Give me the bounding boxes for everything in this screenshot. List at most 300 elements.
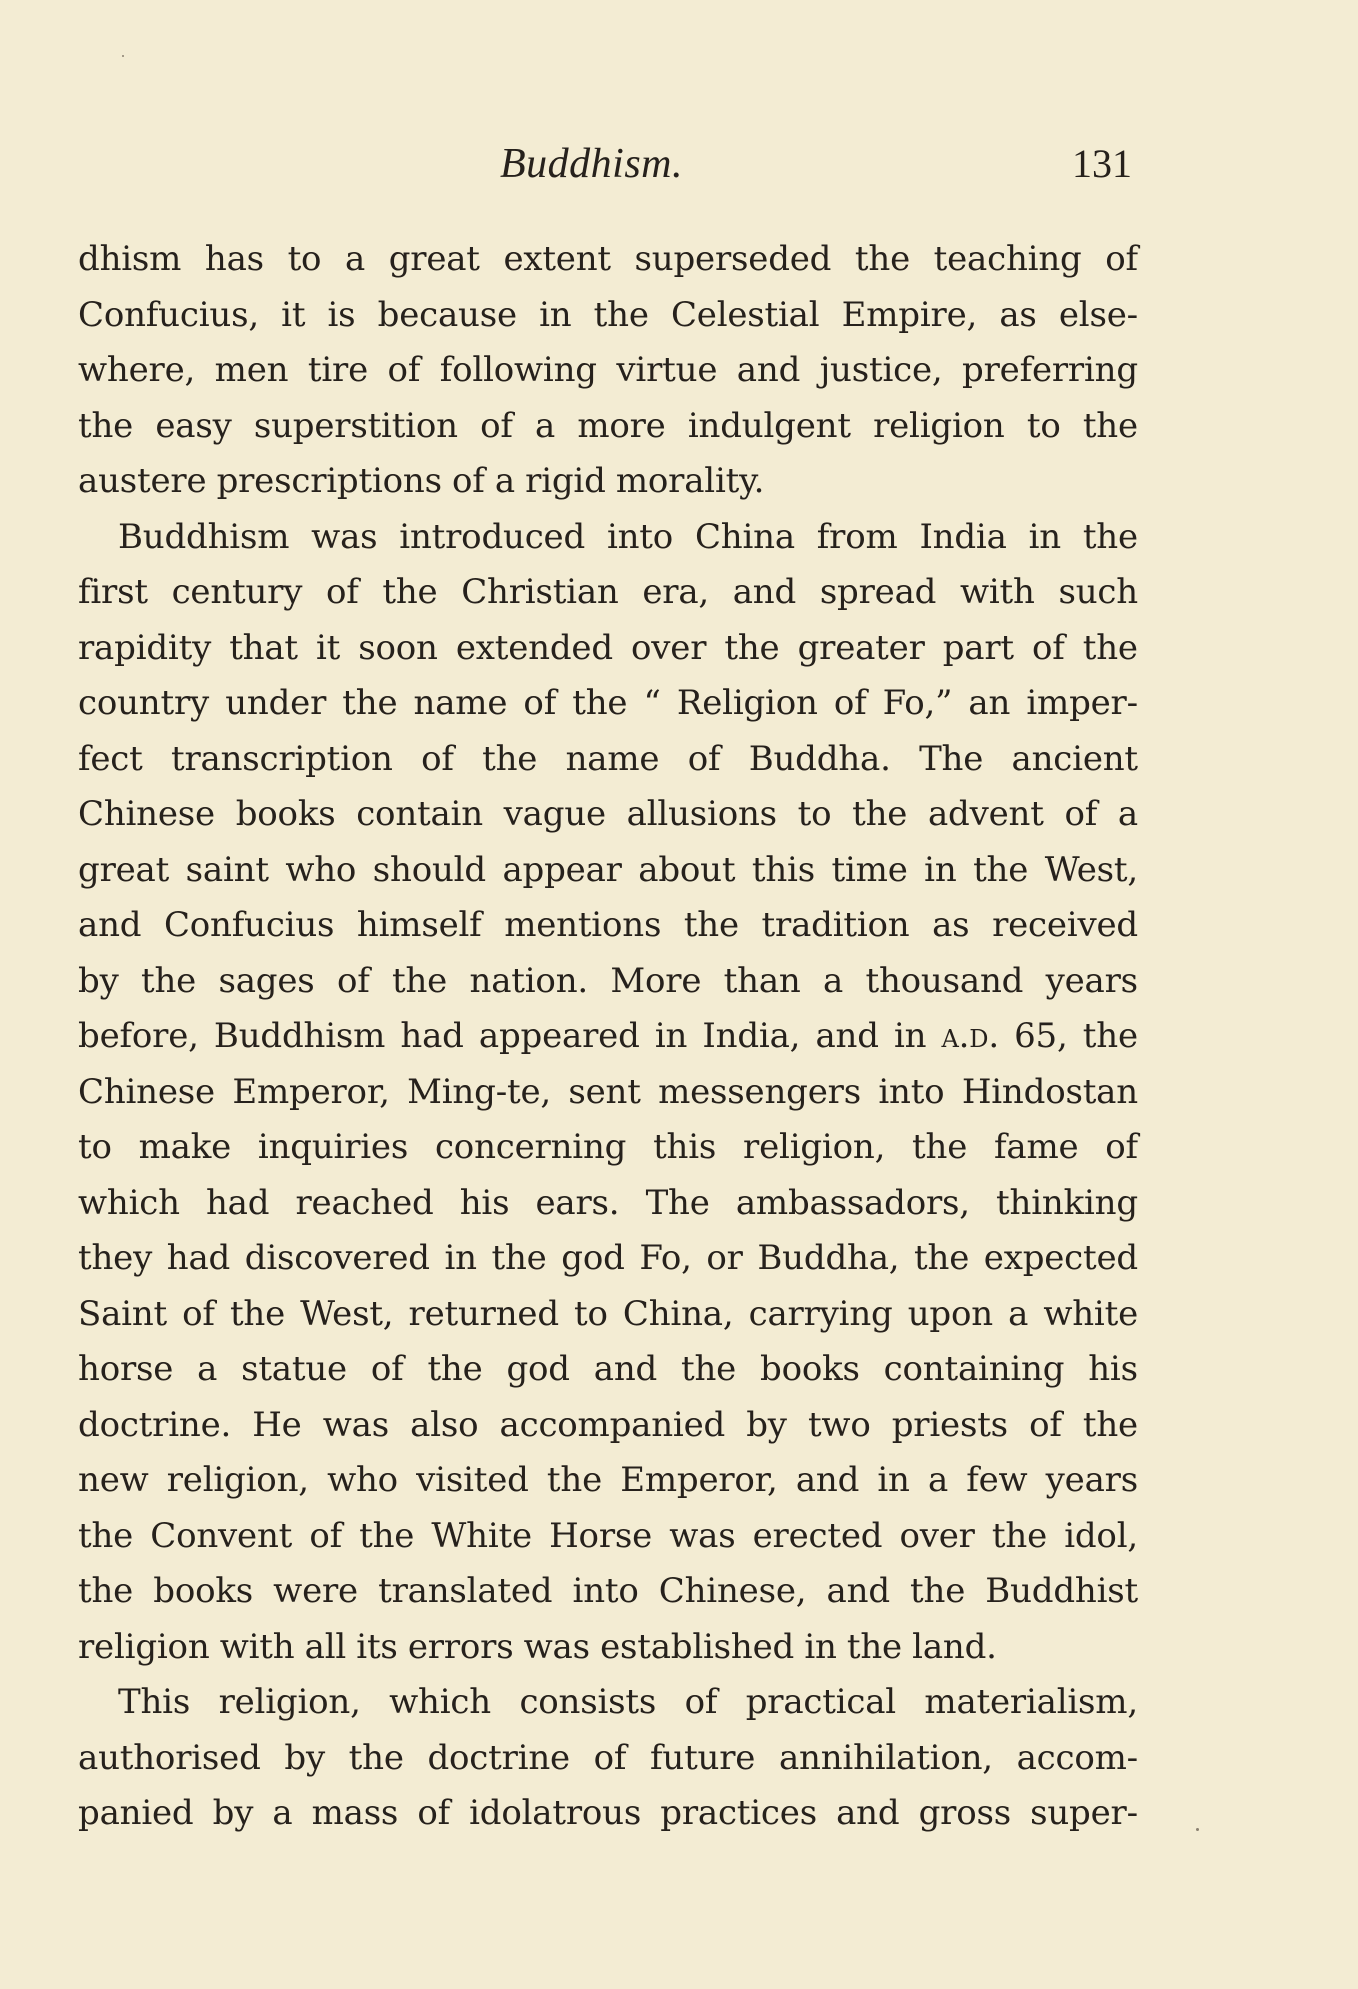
word: where,	[78, 350, 196, 390]
word: thousand	[865, 960, 1024, 1001]
text-line	[78, 1564, 1138, 1620]
word: in	[804, 1626, 837, 1667]
word: it	[316, 627, 341, 668]
word: which	[389, 1682, 491, 1722]
word: Confucius	[163, 905, 335, 945]
word: the	[229, 1293, 286, 1334]
word: and	[815, 1016, 879, 1056]
word: to	[78, 1127, 112, 1167]
word: of	[452, 461, 485, 501]
word: extended	[455, 627, 613, 668]
word: the	[1082, 627, 1138, 668]
word: of	[687, 738, 721, 779]
word: of	[370, 1349, 404, 1389]
word: He	[252, 1404, 302, 1445]
word: that	[229, 627, 298, 668]
word: else-	[1058, 294, 1138, 335]
word: of	[325, 572, 359, 612]
word: vague	[503, 794, 606, 834]
word: is	[327, 294, 356, 335]
word: returned	[408, 1293, 559, 1334]
word: of	[182, 1293, 215, 1334]
word: Buddha.	[748, 738, 891, 779]
word: which	[78, 1182, 180, 1223]
word: authorised	[78, 1737, 261, 1778]
text-line	[78, 454, 1138, 510]
word: Chinese	[78, 1071, 215, 1112]
text-line	[78, 1620, 1138, 1676]
word: to	[287, 239, 322, 279]
word: a	[1008, 1293, 1029, 1334]
word: great	[388, 239, 480, 279]
word: of	[336, 960, 370, 1001]
word: years	[1045, 1460, 1138, 1500]
text-line	[78, 1176, 1138, 1232]
word: in	[1028, 516, 1061, 557]
word: visited	[416, 1460, 529, 1500]
word: Confucius,	[78, 294, 259, 335]
word: discovered	[244, 1238, 430, 1278]
word: China	[694, 516, 795, 557]
word: inquiries	[257, 1127, 409, 1167]
word: sent	[568, 1071, 641, 1112]
word: contain	[356, 794, 483, 834]
text-line	[78, 399, 1138, 455]
word: ears.	[535, 1182, 620, 1223]
word: advent	[927, 794, 1044, 834]
word: was	[322, 1404, 389, 1445]
word: such	[1058, 572, 1138, 612]
word: by	[746, 1404, 787, 1445]
word: reached	[295, 1182, 434, 1223]
word: his	[1088, 1349, 1138, 1389]
word: rigid	[525, 461, 606, 501]
word: century	[171, 572, 303, 612]
word: by	[78, 960, 119, 1001]
word: Religion	[676, 683, 818, 723]
word: This	[118, 1682, 191, 1722]
word: received	[992, 905, 1138, 945]
word: Empire,	[841, 294, 978, 335]
word: was	[311, 516, 378, 557]
word: the	[482, 738, 538, 779]
text-line	[78, 1731, 1138, 1787]
word: to	[797, 794, 832, 834]
word: and	[826, 1571, 890, 1611]
text-line	[78, 343, 1138, 399]
word: errors	[407, 1626, 514, 1667]
word: to	[574, 1293, 608, 1334]
word: Fo,	[639, 1238, 692, 1278]
word: superseded	[634, 239, 832, 279]
word: time	[831, 849, 908, 890]
word: part	[942, 627, 1014, 668]
word: with	[959, 572, 1035, 612]
word: practical	[745, 1682, 896, 1722]
word: Celestial	[670, 294, 820, 335]
word: with	[219, 1626, 295, 1667]
text-line	[78, 1287, 1138, 1343]
word: Hindostan	[961, 1071, 1138, 1112]
word: as	[999, 294, 1037, 335]
word: the	[491, 1238, 547, 1278]
word: the	[683, 905, 739, 945]
word: and	[836, 1793, 900, 1833]
text-line	[78, 1231, 1138, 1287]
word: country	[78, 683, 210, 723]
word: a	[494, 461, 515, 501]
word: of	[1064, 794, 1098, 834]
word: books	[760, 1349, 860, 1389]
word: consists	[519, 1682, 657, 1722]
text-line	[78, 1398, 1138, 1454]
word: Horse	[549, 1515, 653, 1556]
word: indulgent	[687, 405, 851, 446]
text-line	[78, 1453, 1138, 1509]
text-line	[78, 787, 1138, 843]
paper-speck	[1196, 1828, 1199, 1831]
word: More	[610, 960, 702, 1001]
word: years	[1045, 960, 1138, 1001]
word: super-	[1030, 1793, 1138, 1833]
page-number: 131	[1072, 141, 1132, 186]
word: Fo,”	[882, 683, 953, 723]
word: books	[235, 794, 336, 834]
text-line	[78, 898, 1138, 954]
word: also	[410, 1404, 479, 1445]
word: greater	[797, 627, 925, 668]
word: the	[991, 1515, 1048, 1556]
word: Ming-te,	[407, 1071, 551, 1112]
word: annihilation,	[778, 1737, 993, 1778]
word: had	[400, 1016, 464, 1056]
word: era,	[642, 572, 709, 612]
word: new	[78, 1460, 149, 1500]
word: and	[732, 572, 797, 612]
word: the	[546, 1460, 603, 1500]
word: by	[284, 1737, 325, 1778]
word: the	[78, 1515, 134, 1556]
word: mentions	[504, 905, 662, 945]
word: the	[342, 683, 398, 723]
word: white	[1043, 1293, 1138, 1334]
word: doctrine.	[78, 1404, 232, 1445]
word: of	[1105, 1127, 1138, 1167]
word: messengers	[658, 1071, 861, 1112]
word: priests	[891, 1404, 1008, 1445]
word: into	[606, 516, 674, 557]
word: Emperor,	[620, 1460, 778, 1500]
word: morality.	[615, 461, 765, 501]
word: under	[225, 683, 327, 723]
word: appear	[502, 849, 622, 890]
word: of	[833, 683, 867, 723]
word: of	[593, 1737, 627, 1778]
word: fect	[78, 738, 143, 779]
word: of	[684, 1682, 718, 1722]
word: in	[444, 1238, 477, 1278]
word: tire	[307, 350, 368, 390]
word: containing	[883, 1349, 1065, 1389]
word: thinking	[996, 1182, 1138, 1223]
word: of	[417, 1793, 450, 1833]
word: religion,	[218, 1682, 361, 1722]
word: West,	[300, 1293, 394, 1334]
word: the	[910, 1571, 966, 1611]
text-line	[78, 1120, 1138, 1176]
word: easy	[155, 405, 232, 446]
word: has	[204, 239, 264, 279]
word: prescriptions	[216, 461, 442, 501]
word: and	[593, 1349, 658, 1389]
word: more	[577, 405, 666, 446]
word: transcription	[170, 738, 393, 779]
text-line	[78, 232, 1138, 288]
word: from	[816, 516, 898, 557]
word: ambassadors,	[735, 1182, 970, 1223]
word: the	[572, 683, 628, 723]
word: practices	[660, 1793, 817, 1833]
word: the	[1082, 1016, 1138, 1056]
paper-speck	[122, 55, 124, 57]
text-line	[78, 1675, 1138, 1731]
word: or	[706, 1238, 743, 1278]
word: of	[421, 738, 454, 779]
word: Christian	[461, 572, 619, 612]
word: accompanied	[499, 1404, 726, 1445]
word: materialism,	[924, 1682, 1138, 1722]
word: his	[459, 1182, 510, 1223]
word: it	[281, 294, 306, 335]
word: to	[1026, 405, 1061, 446]
text-line	[78, 1509, 1138, 1565]
word: of	[1029, 1404, 1062, 1445]
word: in	[654, 1016, 688, 1056]
word: accom-	[1016, 1737, 1138, 1778]
word: into	[878, 1071, 945, 1112]
word: the	[593, 294, 649, 335]
word: was	[523, 1626, 590, 1667]
word: in	[924, 849, 957, 890]
word: Chinese	[78, 794, 215, 834]
word: of	[523, 683, 557, 723]
word: India	[919, 516, 1007, 557]
word: himself	[356, 905, 482, 945]
word: this	[653, 1127, 717, 1167]
word: because	[377, 294, 517, 335]
word: idolatrous	[469, 1793, 642, 1833]
word: Emperor,	[232, 1071, 390, 1112]
word: all	[304, 1626, 347, 1667]
word: the	[78, 1571, 134, 1611]
word: an	[968, 683, 1011, 723]
text-line	[78, 676, 1138, 732]
word: translated	[378, 1571, 553, 1611]
word: over	[899, 1515, 975, 1556]
word: upon	[907, 1293, 993, 1334]
word: about	[638, 849, 736, 890]
text-line	[78, 1342, 1138, 1398]
text-line	[78, 1009, 1138, 1065]
word: following	[439, 350, 597, 390]
word: few	[966, 1460, 1028, 1500]
word: books	[153, 1571, 254, 1611]
word: a	[1117, 794, 1138, 834]
word: the	[912, 1127, 968, 1167]
word: the	[681, 1349, 737, 1389]
word: India,	[702, 1016, 801, 1056]
word: they	[78, 1238, 153, 1278]
word: soon	[358, 627, 438, 668]
word: teaching	[933, 239, 1082, 279]
word: and	[795, 1460, 860, 1500]
word: first	[78, 572, 148, 612]
word: dhism	[78, 239, 182, 279]
word: was	[669, 1515, 736, 1556]
word: god	[506, 1349, 570, 1389]
text-line	[78, 843, 1138, 899]
word: who	[327, 1460, 398, 1500]
word: name	[565, 738, 660, 779]
word: sages	[218, 960, 315, 1001]
word: saint	[185, 849, 269, 890]
text-line	[78, 732, 1138, 788]
word: appeared	[478, 1016, 640, 1056]
word: a	[197, 1349, 218, 1389]
word: allusions	[626, 794, 777, 834]
word: had	[205, 1182, 270, 1223]
word: idol,	[1064, 1515, 1138, 1556]
word: the	[914, 1238, 970, 1278]
word: virtue	[616, 350, 718, 390]
word: the	[1082, 516, 1138, 557]
word: of	[480, 405, 513, 446]
word: expected	[983, 1238, 1138, 1278]
text-line	[78, 510, 1138, 566]
word: China,	[622, 1293, 734, 1334]
word: horse	[78, 1349, 174, 1389]
word: of	[1032, 627, 1065, 668]
word: were	[273, 1571, 358, 1611]
word: established	[600, 1626, 795, 1667]
word: ancient	[1011, 738, 1138, 779]
word: the	[1082, 405, 1138, 446]
word: a	[344, 239, 366, 279]
word: of	[387, 350, 421, 390]
word: extent	[503, 239, 611, 279]
word: panied	[78, 1793, 194, 1833]
word: religion,	[166, 1460, 309, 1500]
word: its	[356, 1626, 398, 1667]
word: The	[645, 1182, 710, 1223]
word: than	[723, 960, 801, 1001]
word: future	[650, 1737, 756, 1778]
word: rapidity	[78, 627, 212, 668]
word: men	[214, 350, 289, 390]
word: The	[919, 738, 984, 779]
word: fame	[994, 1127, 1079, 1167]
word: a	[823, 960, 844, 1001]
word: two	[807, 1404, 871, 1445]
word: carrying	[748, 1293, 893, 1334]
word: the	[348, 1737, 404, 1778]
text-line	[78, 1065, 1138, 1121]
word: the	[392, 960, 448, 1001]
word: who	[285, 849, 357, 890]
text-line	[78, 565, 1138, 621]
word: Convent	[150, 1515, 293, 1556]
word: the	[846, 1626, 902, 1667]
word: name	[413, 683, 508, 723]
word: had	[166, 1238, 231, 1278]
word: preferring	[962, 350, 1138, 390]
word: the	[140, 960, 197, 1001]
word: of	[309, 1515, 342, 1556]
word: statue	[241, 1349, 347, 1389]
word: nation.	[469, 960, 588, 1001]
word: the	[359, 1515, 415, 1556]
word: religion	[78, 1626, 210, 1667]
word: the	[1082, 1404, 1138, 1445]
word: “	[643, 683, 661, 723]
word: before,	[78, 1016, 199, 1056]
word: a	[272, 1793, 293, 1833]
word: justice,	[819, 350, 943, 390]
word: Buddha,	[757, 1238, 900, 1278]
word: a	[534, 405, 556, 446]
word: Chinese,	[658, 1571, 807, 1611]
word: gross	[918, 1793, 1011, 1833]
word: mass	[311, 1793, 399, 1833]
word: and	[736, 350, 801, 390]
word: the	[973, 849, 1029, 890]
word: into	[572, 1571, 639, 1611]
word: great	[78, 849, 170, 890]
text-line	[78, 954, 1138, 1010]
word: god	[561, 1238, 625, 1278]
running-head	[0, 140, 1358, 200]
word: of	[1105, 239, 1138, 279]
word: as	[932, 905, 970, 945]
word: doctrine	[427, 1737, 570, 1778]
word: West,	[1044, 849, 1138, 890]
word: over	[631, 627, 707, 668]
word: Buddhism	[118, 516, 290, 557]
word: the	[427, 1349, 483, 1389]
word: the	[382, 572, 438, 612]
word: religion,	[743, 1127, 886, 1167]
word: concerning	[434, 1127, 627, 1167]
word: this	[751, 849, 815, 890]
word: spread	[819, 572, 937, 612]
word: Buddhist	[985, 1571, 1138, 1611]
word: by	[212, 1793, 254, 1833]
word: White	[431, 1515, 532, 1556]
word: the	[78, 405, 134, 446]
word: religion	[873, 405, 1005, 446]
word: Saint	[78, 1293, 167, 1334]
word: a.d.	[941, 1016, 999, 1056]
text-line	[78, 621, 1138, 677]
body-text	[78, 232, 1138, 1842]
word: make	[138, 1127, 232, 1167]
word: should	[372, 849, 486, 890]
word: land.	[912, 1626, 997, 1667]
running-title: Buddhism.	[500, 141, 683, 187]
word: and	[78, 905, 142, 945]
word: in	[539, 294, 572, 335]
word: a	[927, 1460, 949, 1500]
